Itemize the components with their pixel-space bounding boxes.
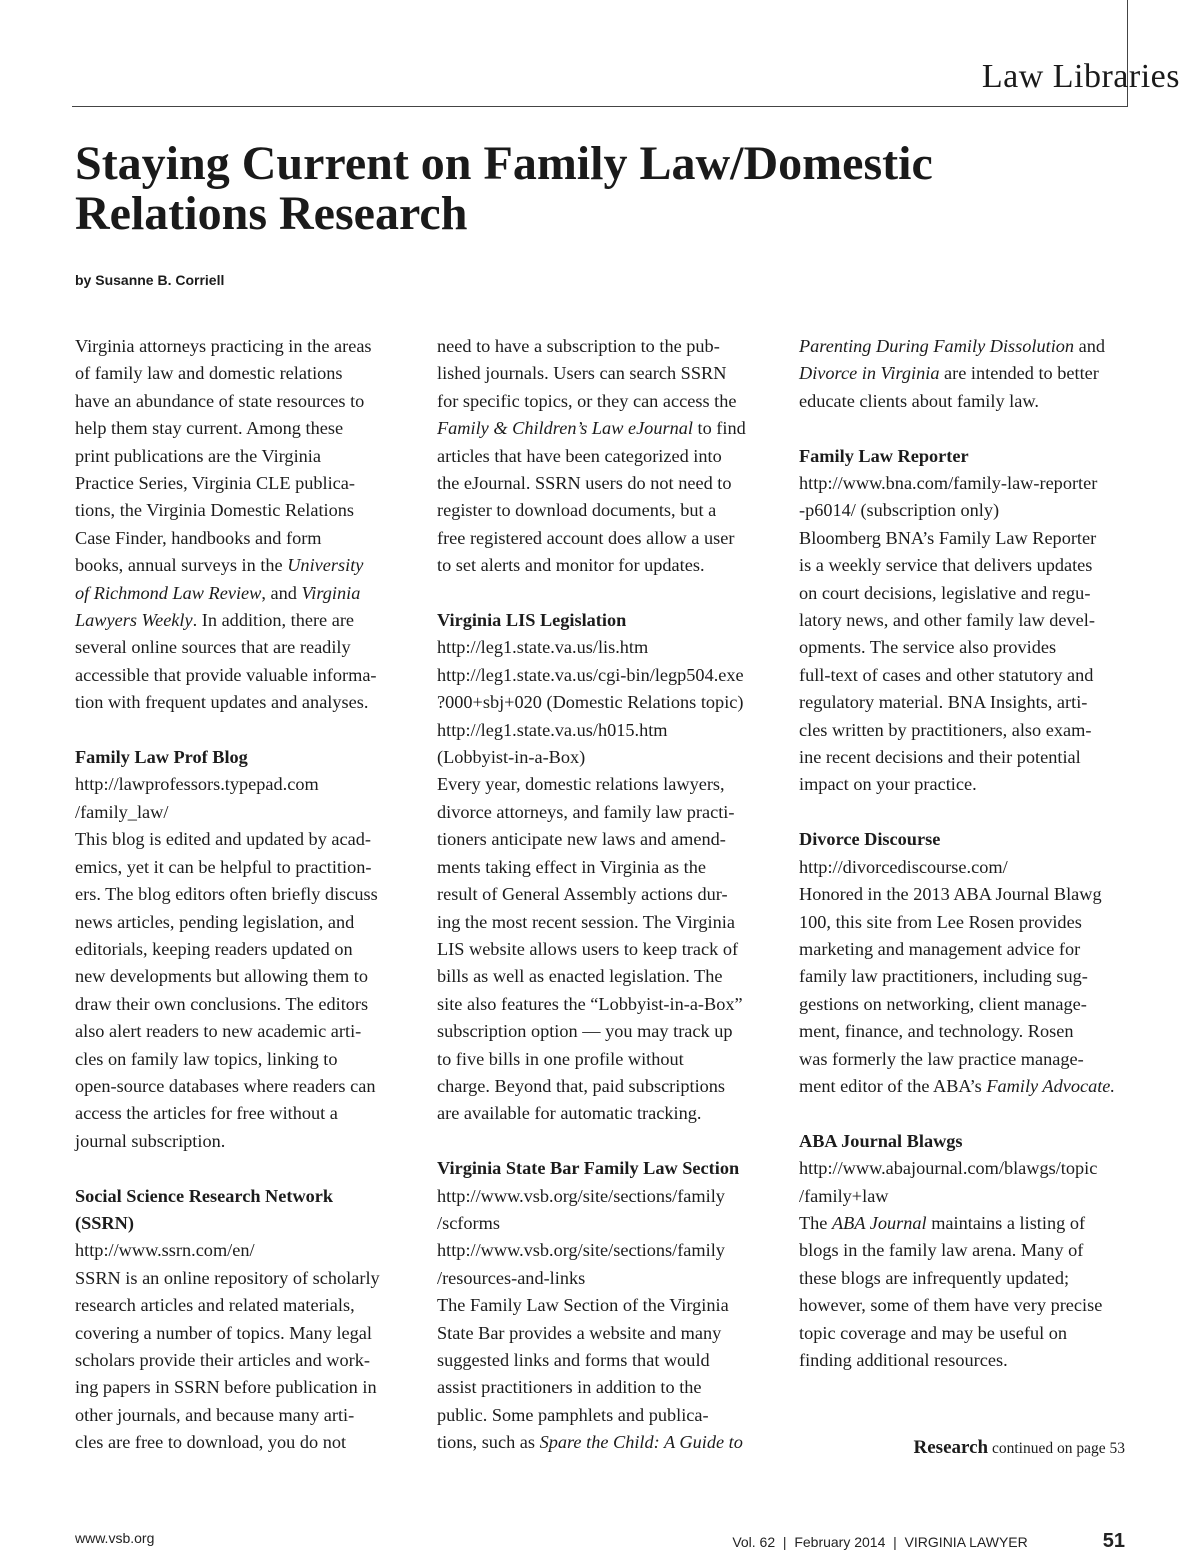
body-line: journal subscription. <box>75 1130 226 1151</box>
body-line: ine recent decisions and their potential <box>799 747 1081 768</box>
url-line[interactable]: /resources-and-links <box>437 1267 586 1288</box>
body-line: print publications are the Virginia <box>75 445 321 466</box>
body-line: Practice Series, Virginia CLE publica- <box>75 473 355 494</box>
continued-heading: Research <box>913 1437 989 1458</box>
body-line: of Richmond Law Review, and Virginia <box>75 582 361 603</box>
body-line: family law practitioners, including sug- <box>799 966 1088 987</box>
url-line[interactable]: -p6014/ (subscription only) <box>799 500 1000 521</box>
body-line: public. Some pamphlets and publica- <box>437 1404 709 1425</box>
body-line: suggested links and forms that would <box>437 1350 710 1370</box>
body-line: ments taking effect in Virginia as the <box>437 856 706 877</box>
body-line: educate clients about family law. <box>799 390 1039 411</box>
url-line[interactable]: http://leg1.state.va.us/lis.htm <box>437 637 649 658</box>
footer-issue: Vol. 62 | February 2014 | VIRGINIA LAWYER <box>732 1534 1028 1550</box>
body-line: ing the most recent session. The Virginia <box>437 911 735 932</box>
body-line: draw their own conclusions. The editors <box>75 993 369 1014</box>
section-header-frame <box>72 0 1128 107</box>
footer-url[interactable]: www.vsb.org <box>75 1530 155 1546</box>
body-line: bills as well as enacted legislation. The <box>437 966 723 987</box>
body-line: access the articles for free without a <box>75 1103 338 1124</box>
body-line: was formerly the law practice manage- <box>799 1048 1084 1069</box>
body-line: editorials, keeping readers updated on <box>75 938 353 959</box>
body-line: Case Finder, handbooks and form <box>75 527 322 548</box>
body-line: Every year, domestic relations lawyers, <box>437 774 725 795</box>
body-line: tions, such as Spare the Child: A Guide to <box>437 1432 743 1453</box>
body-line: tions, the Virginia Domestic Relations <box>75 500 355 521</box>
body-line: divorce attorneys, and family law practi- <box>437 801 735 822</box>
body-line: charge. Beyond that, paid subscriptions <box>437 1075 726 1096</box>
column-2 <box>437 333 777 1457</box>
body-line: on court decisions, legislative and regu- <box>799 582 1091 603</box>
body-line: register to download documents, but a <box>437 500 717 521</box>
body-line: are available for automatic tracking. <box>437 1103 702 1124</box>
article-title: Staying Current on Family Law/Domestic Relations Research <box>75 137 933 240</box>
body-line: topic coverage and may be useful on <box>799 1322 1068 1343</box>
section-heading: (SSRN) <box>75 1212 134 1233</box>
section-heading: ABA Journal Blawgs <box>799 1130 963 1151</box>
url-line[interactable]: http://www.ssrn.com/en/ <box>75 1240 255 1261</box>
body-line: emics, yet it can be helpful to practition- <box>75 856 372 877</box>
url-line[interactable]: /family+law <box>799 1185 889 1206</box>
byline: by Susanne B. Corriell <box>75 272 225 288</box>
body-line: lished journals. Users can search SSRN <box>437 363 727 384</box>
body-line: Bloomberg BNA’s Family Law Reporter <box>799 527 1097 548</box>
body-line: Divorce in Virginia are intended to better <box>799 363 1099 384</box>
body-line: site also features the “Lobbyist-in-a-Box” <box>437 993 743 1014</box>
body-line: cles written by practitioners, also exam- <box>799 719 1092 740</box>
url-line[interactable]: http://leg1.state.va.us/cgi-bin/legp504.exe <box>437 664 744 685</box>
body-line: also alert readers to new academic arti- <box>75 1021 362 1042</box>
body-line: news articles, pending legislation, and <box>75 911 355 932</box>
body-line: Lawyers Weekly. In addition, there are <box>75 610 355 631</box>
body-line: tion with frequent updates and analyses. <box>75 692 369 713</box>
url-line[interactable]: ?000+sbj+020 (Domestic Relations topic) <box>437 692 744 713</box>
body-line: Honored in the 2013 ABA Journal Blawg <box>799 884 1102 905</box>
url-line[interactable]: /scforms <box>437 1212 500 1233</box>
body-line: cles are free to download, you do not <box>75 1432 347 1453</box>
body-line: scholars provide their articles and work- <box>75 1350 370 1370</box>
url-line[interactable]: http://lawprofessors.typepad.com <box>75 774 319 795</box>
body-line: The ABA Journal maintains a listing of <box>799 1212 1086 1233</box>
body-line: ing papers in SSRN before publication in <box>75 1377 377 1398</box>
body-line: Parenting During Family Dissolution and <box>799 336 1106 356</box>
url-line[interactable]: http://www.vsb.org/site/sections/family <box>437 1185 725 1206</box>
body-line: subscription option — you may track up <box>437 1021 733 1042</box>
body-line: latory news, and other family law devel- <box>799 610 1095 631</box>
section-heading: Social Science Research Network <box>75 1185 334 1206</box>
body-line: to set alerts and monitor for updates. <box>437 555 705 576</box>
body-line: result of General Assembly actions dur- <box>437 884 728 905</box>
body-line: however, some of them have very precise <box>799 1295 1103 1316</box>
footer-info <box>732 1530 1125 1553</box>
body-line: full-text of cases and other statutory and <box>799 664 1094 685</box>
body-line: have an abundance of state resources to <box>75 390 365 411</box>
body-line: several online sources that are readily <box>75 637 351 658</box>
body-line: regulatory material. BNA Insights, arti- <box>799 692 1088 713</box>
body-line: ers. The blog editors often briefly discuss <box>75 884 378 905</box>
body-line: ment editor of the ABA’s Family Advocate. <box>799 1075 1115 1096</box>
body-line: Virginia attorneys practicing in the areas <box>75 336 372 356</box>
body-line: the eJournal. SSRN users do not need to <box>437 473 732 494</box>
body-line: books, annual surveys in the University <box>75 555 364 576</box>
section-title: Law Libraries <box>981 58 1180 95</box>
body-line: tioners anticipate new laws and amend- <box>437 829 726 850</box>
url-line[interactable]: http://www.vsb.org/site/sections/family <box>437 1240 725 1261</box>
body-line: other journals, and because many arti- <box>75 1404 355 1425</box>
section-heading: Virginia State Bar Family Law Section <box>437 1158 740 1179</box>
section-heading: Virginia LIS Legislation <box>437 610 627 631</box>
url-line[interactable]: http://www.abajournal.com/blawgs/topic <box>799 1158 1098 1179</box>
body-line: help them stay current. Among these <box>75 418 344 439</box>
body-line: new developments but allowing them to <box>75 966 368 987</box>
body-line: 100, this site from Lee Rosen provides <box>799 911 1082 932</box>
body-line: cles on family law topics, linking to <box>75 1048 338 1069</box>
body-line: assist practitioners in addition to the <box>437 1377 702 1398</box>
body-line: to five bills in one profile without <box>437 1048 684 1069</box>
body-line: blogs in the family law arena. Many of <box>799 1240 1084 1261</box>
body-line: is a weekly service that delivers updates <box>799 555 1093 576</box>
body-line: Family & Children’s Law eJournal to find <box>437 418 746 439</box>
body-line: free registered account does allow a user <box>437 527 735 548</box>
url-line[interactable]: http://divorcediscourse.com/ <box>799 856 1008 877</box>
body-line: finding additional resources. <box>799 1349 1008 1370</box>
body-line: This blog is edited and updated by acad- <box>75 829 371 850</box>
body-line: gestions on networking, client manage- <box>799 993 1087 1014</box>
body-line: SSRN is an online repository of scholarly <box>75 1267 380 1288</box>
body-line: State Bar provides a website and many <box>437 1322 722 1343</box>
body-line: for specific topics, or they can access the <box>437 390 737 411</box>
section-heading: Family Law Prof Blog <box>75 747 248 768</box>
body-line: research articles and related materials, <box>75 1295 355 1316</box>
body-line: of family law and domestic relations <box>75 363 343 384</box>
column-3 <box>799 333 1139 1374</box>
url-line[interactable]: http://leg1.state.va.us/h015.htm <box>437 719 668 740</box>
body-line: impact on your practice. <box>799 774 977 795</box>
body-line: articles that have been categorized into <box>437 445 722 466</box>
section-heading: Family Law Reporter <box>799 445 969 466</box>
body-line: these blogs are infrequently updated; <box>799 1267 1070 1288</box>
body-line: marketing and management advice for <box>799 938 1081 959</box>
body-line: opments. The service also provides <box>799 637 1057 658</box>
body-line: ment, finance, and technology. Rosen <box>799 1021 1074 1042</box>
body-line: LIS website allows users to keep track of <box>437 938 739 959</box>
body-line: open-source databases where readers can <box>75 1075 376 1096</box>
section-heading: Divorce Discourse <box>799 829 941 850</box>
page-number: 51 <box>1102 1530 1125 1552</box>
url-line[interactable]: /family_law/ <box>75 801 169 822</box>
body-line: covering a number of topics. Many legal <box>75 1322 372 1343</box>
body-line: The Family Law Section of the Virginia <box>437 1295 729 1316</box>
body-line: (Lobbyist-in-a-Box) <box>437 747 586 768</box>
continued-text: continued on page 53 <box>988 1440 1125 1457</box>
column-1 <box>75 333 415 1457</box>
body-line: accessible that provide valuable informa- <box>75 664 377 685</box>
body-line: need to have a subscription to the pub- <box>437 336 720 356</box>
url-line[interactable]: http://www.bna.com/family-law-reporter <box>799 473 1098 494</box>
continued-note <box>914 1437 1125 1459</box>
